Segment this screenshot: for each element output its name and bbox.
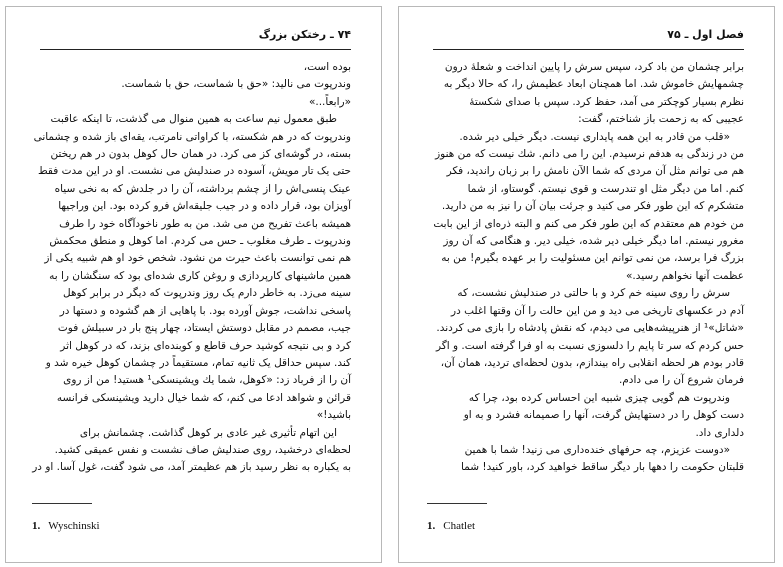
text-line: بزرگ فرا برسد، من نمی توانم این مسئولیت را بر عهده بگیرم! من به	[441, 252, 744, 265]
right-footnote-rule	[427, 503, 487, 504]
text-line: حس کردم که سر تا پایم را دلسوزی نسبت به او فرا گرفته است. و اگر	[435, 339, 744, 352]
right-footnote-number: 1.	[427, 520, 436, 532]
text-line: وندرپوت ـ طرف مغلوب ـ حس می کردم. اما کوهل و منطق محکمش	[49, 235, 351, 248]
text-line: جیب، مصمم در مقابل دوستش ایستاد، چهار پنج بار در سبیلش فوت	[57, 322, 351, 335]
text-line: «رابعاً...»	[308, 95, 351, 108]
left-footnote	[32, 520, 100, 532]
text-line: دست کوهل را در دستهایش گرفت، آنها را صمیمانه فشرد و به او	[463, 409, 744, 422]
text-line: همین ماشینهای کارپردازی و روغن کاری شده‌ای بود که سنگشان را به	[49, 269, 351, 282]
text-line: بوده است،	[303, 61, 351, 73]
left-page-body	[32, 59, 351, 477]
left-footnote-rule	[32, 503, 92, 504]
gutter	[382, 6, 398, 563]
left-footnote-text: Wyschinski	[48, 520, 100, 532]
text-line: مغرور نیستم. اما دیگر خیلی دیر شده، خیلی دیر. و هنگامی که آن روز	[443, 235, 744, 248]
text-line: من در زندگی به هدفم نرسیدم. این را می دانم. شك نیست که من هنوز	[435, 148, 744, 161]
text-line: این اتهام تأثیری غیر عادی بر کوهل گذاشت. چشمانش برای	[79, 426, 337, 439]
text-line: متشکرم که این طور فکر می کنید و جرئت بیان آن را نیز به من دارید.	[441, 200, 744, 213]
text-line: وندرپوت می نالید: «حق با شماست، حق با شماست.	[121, 78, 351, 91]
text-line: بسته، در گوشه‌ای کز می کرد. در همان حال کوهل بدون در هم ریختن	[50, 148, 351, 161]
text-line: دلداری داد.	[695, 426, 744, 439]
left-running-head: ۷۴ ـ رختکن بزرگ	[258, 28, 351, 41]
text-line: کنم. اما من دیگر مثل او تندرست و قوی نیستم. گوستاو، از شما	[467, 182, 744, 195]
left-footnote-number: 1.	[32, 520, 41, 532]
text-line: هم نمی توانست باعث حیرت من نشود. شخص خود او هم شبیه یکی از	[44, 252, 351, 265]
text-line: هم می توانم مثل آن مردی که شما الآن نامش را بر زبان راندید، فکر	[446, 165, 744, 178]
text-line: عظمت آنها نخواهم رسید.»	[625, 269, 744, 282]
right-footnote	[427, 520, 475, 532]
text-line: قلبتان حکومت را دهها بار دیگر ساقط خواهید کرد، باور کنید! شما	[460, 461, 744, 474]
text-line: باشید!»	[316, 409, 351, 422]
left-page	[5, 6, 382, 563]
right-page-header	[433, 27, 744, 50]
text-line: برابر چشمان من باد کرد، سپس سرش را پایین انداخت و شعلهٔ درون	[444, 61, 744, 73]
text-line: آدم در عکسهای تاریخی می دید و من این حالت را آن وقتها اغلب در	[451, 304, 744, 317]
text-line: پاسخی نداشت، جوش آورده بود. با پاهایی از هم گشوده و دستها در	[59, 304, 351, 317]
right-running-head: فصل اول ـ ۷۵	[667, 28, 744, 41]
text-line: لحظه‌ای درخشید، روی صندلیش صاف نشست و نفس عمیقی کشید.	[54, 443, 351, 456]
left-page-header	[40, 27, 351, 50]
text-line: «دوست عزیزم، چه حرفهای خنده‌داری می زنید! شما با همین	[464, 443, 730, 456]
text-line: قادر بودم هر لحظه انقلابی راه بیندازم، بدون لحظه‌ای تردید، همان آن،	[440, 356, 744, 369]
text-line: کرد و بی نتیجه کوشید حرف قاطع و کوبنده‌ای بزند، که در کوهل اثر	[60, 339, 351, 352]
right-page-body	[425, 59, 744, 477]
text-line: آن را از فرباد زد: «کوهل، شما یك ویشینسکی¹ هستید! من از روی	[63, 374, 351, 387]
text-line: فرمان شروع آن را می دادم.	[618, 374, 744, 387]
text-line: همیشه باعث تفریح من می شد. من به طور ناخودآگاه خود را طرف	[59, 217, 351, 230]
text-line: به یکباره به نظر رسید باز هم عظیمتر آمد، می شود گفت، غول آسا. او در	[32, 461, 351, 474]
text-line: کند. سپس حداقل یک ثانیه تمام، مستقیماً در چشمان کوهل خیره شد و	[45, 356, 351, 369]
text-line: وندرپوت که در هم شکسته، با کراواتی نامرتب، یقه‌ای باز شده و چشمانی	[33, 130, 351, 143]
text-line: طبق معمول نیم ساعت به همین منوال می گذشت، تا اینکه عاقبت	[50, 113, 337, 126]
right-page	[398, 6, 775, 563]
text-line: قرائن و شواهد ادعا می کنم، که شما خیال دارید ویشینسکی فرانسه	[56, 391, 351, 404]
text-line: من خودم هم معتقدم که این طور فکر می کنم و البته ذره‌ای از این بابت	[433, 217, 744, 230]
text-line: سینه می‌زد. به خاطر دارم یک روز وندرپوت که دیگر در برابر کوهل	[63, 287, 351, 300]
text-line: وندرپوت هم گویی چیزی شبیه این احساس کرده بود، چرا که	[468, 391, 730, 404]
text-line: عینک پنسی‌اش را از چشم برداشته، آن را در جلدش که به نخی سیاه	[54, 182, 351, 195]
text-line: سرش را روی سینه خم کرد و با حالتی در صندلیش نشست، که	[457, 287, 730, 300]
text-line: نظرم بسیار کوچکتر می آمد، حفظ کرد. سپس با صدای شکستهٔ	[469, 95, 744, 108]
text-line: آویزان بود، قرار داده و در جیب جلیقه‌اش فرو کرده بود. این وراجیها	[58, 200, 351, 213]
right-footnote-text: Chatlet	[443, 520, 476, 532]
text-line: عجیبی که به زحمت باز شناختم، گفت:	[578, 113, 744, 126]
text-line: حتی یک تار مویش، آسوده در صندلیش می نشست. او در این مدت فقط	[37, 165, 351, 178]
text-line: «شاتل»¹ از هنرپیشه‌هایی می دیدم، که نقش پادشاه را بازی می کردند.	[436, 322, 744, 335]
text-line: چشمهایش خاموش شد. اما همچنان ابعاد عظیمش را، که حالا دیگر به	[443, 78, 744, 91]
text-line: «قلب من قادر به این همه پایداری نیست. دیگر خیلی دیر شده.	[459, 130, 730, 143]
